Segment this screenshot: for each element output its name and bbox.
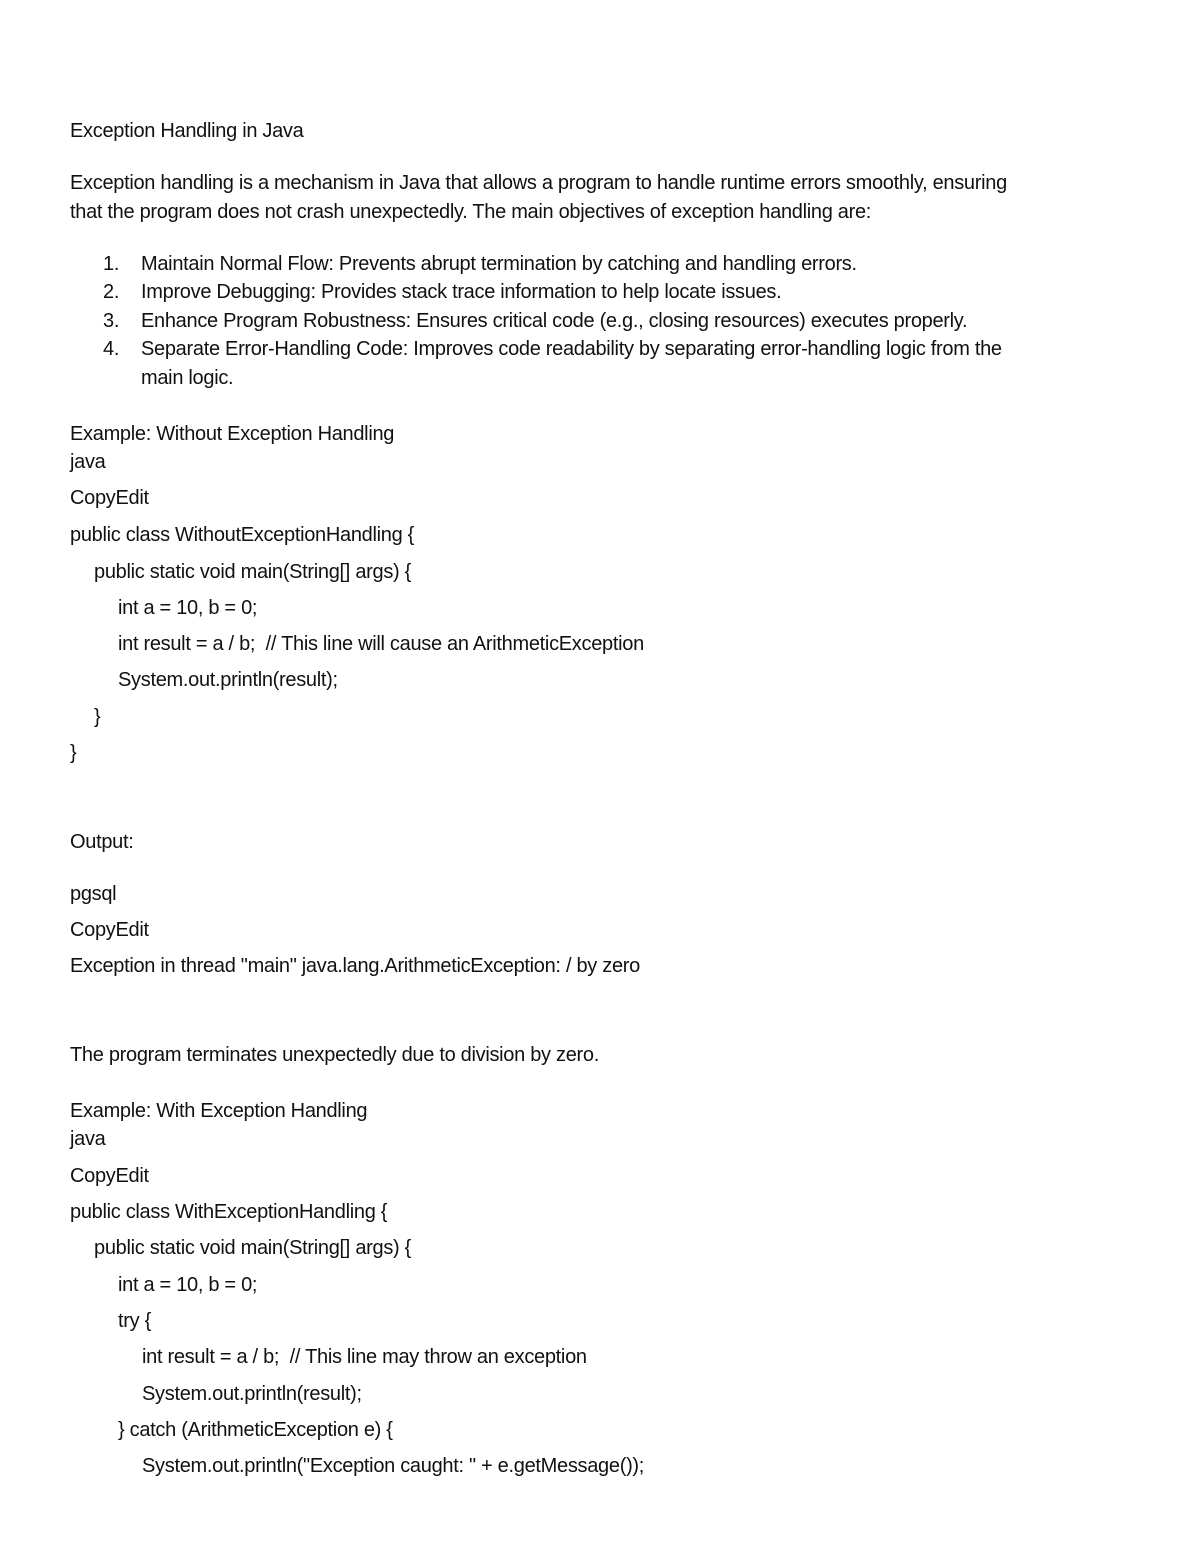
document-title: Exception Handling in Java — [70, 120, 304, 142]
list-text: Maintain Normal Flow: Prevents abrupt termination by catching and handling errors. — [141, 253, 857, 275]
list-text: Separate Error-Handling Code: Improves code readability by separating error-handling logic from the — [141, 338, 1002, 360]
code-line: } — [70, 742, 77, 764]
output-heading: Output: — [70, 831, 134, 853]
example2-copy-label: CopyEdit — [70, 1165, 149, 1187]
code-line: } catch (ArithmeticException e) { — [118, 1419, 393, 1441]
list-number: 3. — [103, 310, 120, 332]
example2-lang-label: java — [70, 1128, 106, 1150]
code-line: public class WithoutExceptionHandling { — [70, 524, 415, 546]
intro-line-1: Exception handling is a mechanism in Java that allows a program to handle runtime errors smoothly, ensuring — [70, 172, 1007, 194]
code-line: public static void main(String[] args) { — [94, 561, 412, 583]
code-line: System.out.println("Exception caught: " + e.getMessage()); — [142, 1455, 645, 1477]
code-line: int a = 10, b = 0; — [118, 597, 258, 619]
code-line: int result = a / b; // This line may throw an exception — [142, 1346, 587, 1368]
example1-copy-label: CopyEdit — [70, 487, 149, 509]
conclusion-text: The program terminates unexpectedly due to division by zero. — [70, 1044, 599, 1066]
output-text: Exception in thread "main" java.lang.ArithmeticException: / by zero — [70, 955, 640, 977]
list-number: 4. — [103, 338, 120, 360]
output-lang-label: pgsql — [70, 883, 117, 905]
code-line: int a = 10, b = 0; — [118, 1274, 258, 1296]
intro-line-2: that the program does not crash unexpectedly. The main objectives of exception handling are: — [70, 201, 872, 223]
code-line: System.out.println(result); — [142, 1383, 362, 1405]
code-line: public class WithExceptionHandling { — [70, 1201, 388, 1223]
list-text: Enhance Program Robustness: Ensures critical code (e.g., closing resources) executes properly. — [141, 310, 968, 332]
list-number: 1. — [103, 253, 120, 275]
example1-lang-label: java — [70, 451, 106, 473]
code-line: System.out.println(result); — [118, 669, 338, 691]
code-line: public static void main(String[] args) { — [94, 1237, 412, 1259]
code-line: int result = a / b; // This line will cause an ArithmeticException — [118, 633, 644, 655]
list-number: 2. — [103, 281, 120, 303]
code-line: } — [94, 706, 101, 728]
list-text-continuation: main logic. — [141, 367, 234, 389]
output-copy-label: CopyEdit — [70, 919, 149, 941]
code-line: try { — [118, 1310, 151, 1332]
example2-heading: Example: With Exception Handling — [70, 1100, 368, 1122]
list-text: Improve Debugging: Provides stack trace information to help locate issues. — [141, 281, 782, 303]
example1-heading: Example: Without Exception Handling — [70, 423, 395, 445]
